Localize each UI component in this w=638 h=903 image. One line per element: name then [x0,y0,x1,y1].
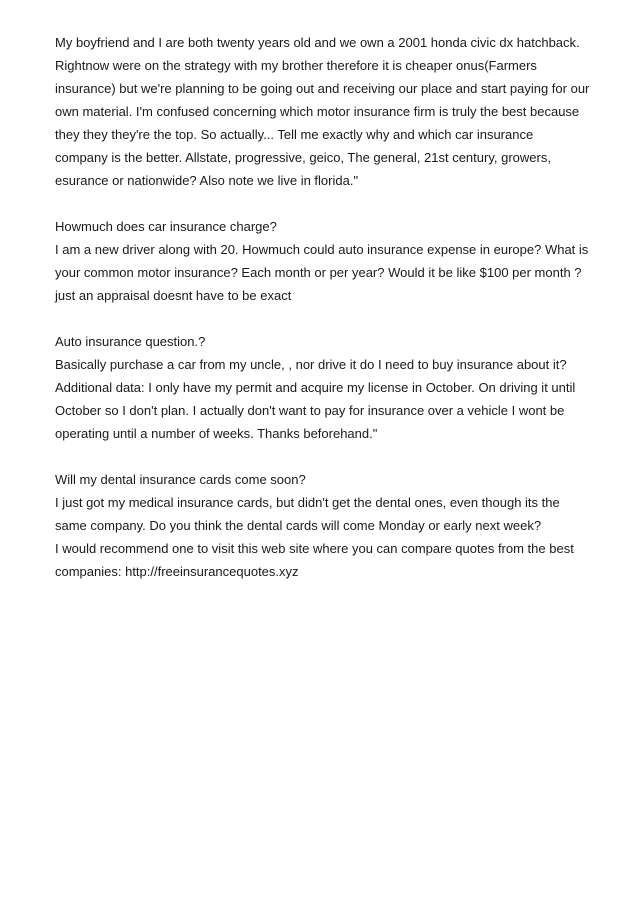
text-line: just an appraisal doesnt have to be exact [55,288,292,303]
question-heading: Howmuch does car insurance charge? [55,219,277,234]
document-page [55,31,595,606]
text-line: My boyfriend and I are both twenty years old and we own a 2001 honda civic dx hatchback. [55,35,580,50]
text-line: your common motor insurance? Each month or per year? Would it be like $100 per month ? [55,265,582,280]
text-line: insurance) but we're planning to be going out and receiving our place and start paying for our [55,81,590,96]
text-line: Basically purchase a car from my uncle, , nor drive it do I need to buy insurance about it? [55,357,567,372]
paragraph-auto-insurance-question [55,330,595,445]
text-line: own material. I'm confused concerning which motor insurance firm is truly the best because [55,104,580,119]
text-line: company is the better. Allstate, progressive, geico, The general, 21st century, growers, [55,150,551,165]
paragraph-honda-civic [55,31,595,192]
text-line: I would recommend one to visit this web site where you can compare quotes from the best [55,541,574,556]
text-line: Rightnow were on the strategy with my brother therefore it is cheaper onus(Farmers [55,58,537,73]
text-line: operating until a number of weeks. Thanks beforehand." [55,426,378,441]
question-heading: Auto insurance question.? [55,334,206,349]
text-line: Additional data: I only have my permit and acquire my license in October. On driving it until [55,380,576,395]
paragraph-insurance-charge [55,215,595,307]
text-line: same company. Do you think the dental cards will come Monday or early next week? [55,518,542,533]
text-line: I just got my medical insurance cards, but didn't get the dental ones, even though its the [55,495,560,510]
question-heading: Will my dental insurance cards come soon? [55,472,306,487]
text-line: I am a new driver along with 20. Howmuch could auto insurance expense in europe? What is [55,242,589,257]
text-line: they they they're the top. So actually... Tell me exactly why and which car insurance [55,127,534,142]
text-line: esurance or nationwide? Also note we live in florida." [55,173,359,188]
paragraph-dental-cards [55,468,595,583]
text-line: companies: http://freeinsurancequotes.xyz [55,564,299,579]
text-line: October so I don't plan. I actually don't want to pay for insurance over a vehicle I wont be [55,403,565,418]
